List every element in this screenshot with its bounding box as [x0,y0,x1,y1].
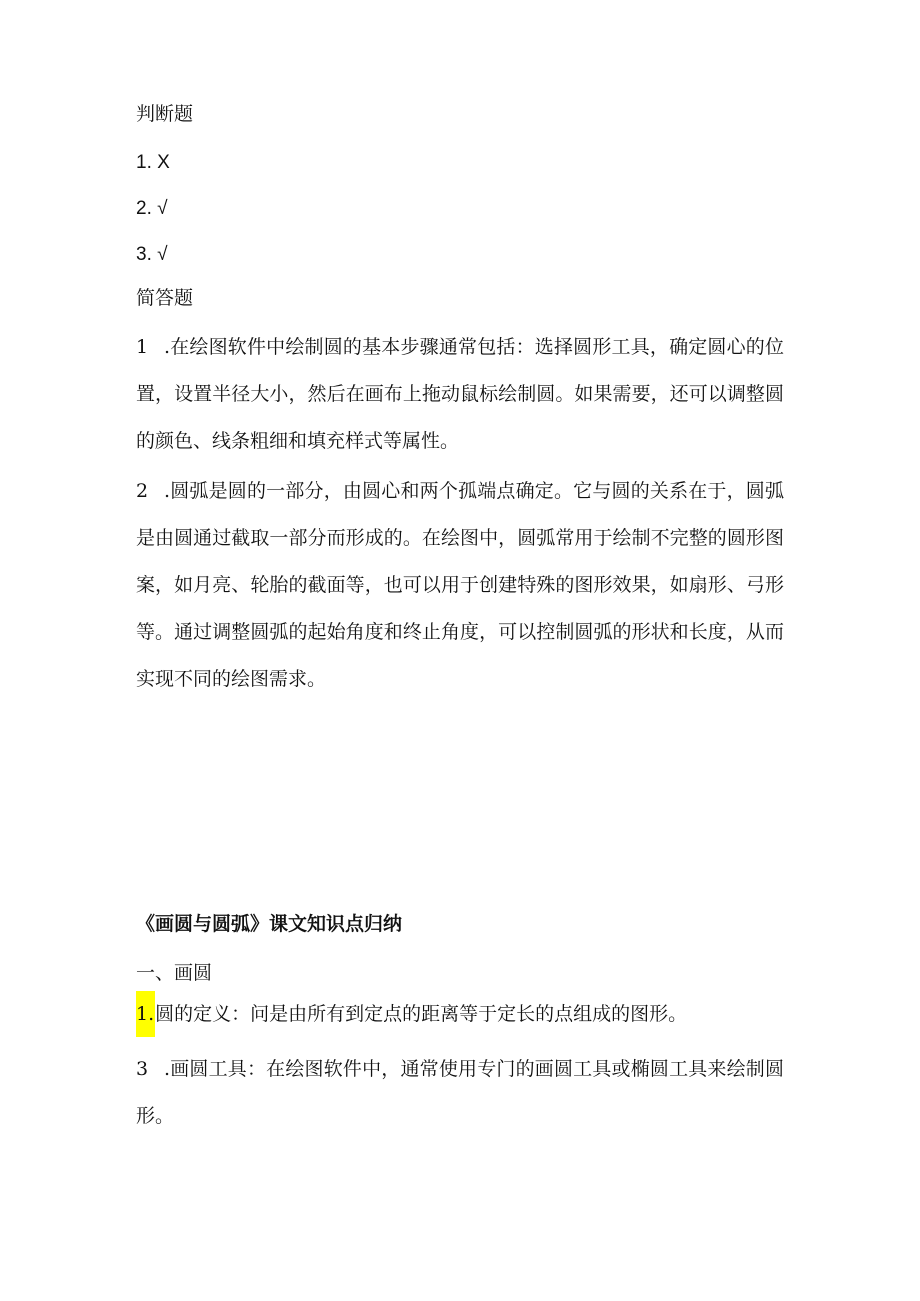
judge-item-3: 3. √ [136,244,168,265]
q1-text: .在绘图软件中绘制圆的基本步骤通常包括：选择圆形工具，确定圆心的位置，设置半径大小，然后在画布上拖动鼠标绘制圆。如果需要，还可以调整圆的颜色、线条粗细和填充样式等属性。 [136,336,784,452]
point-1-number-highlight: 1. [136,991,155,1037]
section-1-heading: 一、画圆 [136,962,213,984]
q1-number: 1 [136,336,149,358]
short-answer-heading: 简答题 [136,287,194,309]
q2-number: 2 [136,480,149,502]
judge-heading: 判断题 [136,103,194,125]
summary-title: 《画圆与圆弧》课文知识点归纳 [136,913,403,935]
q2-text: .圆弧是圆的一部分，由圆心和两个孤端点确定。它与圆的关系在于，圆弧是由圆通过截取一部分而形成的。在绘图中，圆弧常用于绘制不完整的圆形图案，如月亮、轮胎的截面等，也可以用于创建特殊的图形效果，如扇形、弓形等。通过调整圆弧的起始角度和终止角度，可以控制圆弧的形状和长度，从而实现不同的绘图需求。 [136,480,784,690]
judge-item-1: 1. X [136,152,170,173]
short-answer-q2 [136,468,784,703]
point-1-text: 圆的定义：问是由所有到定点的距离等于定长的点组成的图形。 [155,1003,688,1025]
point-3 [136,1046,784,1140]
judge-item-2: 2. √ [136,198,168,219]
point-3-text: .画圆工具：在绘图软件中，通常使用专门的画圆工具或椭圆工具来绘制圆形。 [136,1058,784,1127]
short-answer-q1 [136,324,784,465]
point-3-number: 3 [136,1058,149,1080]
point-1 [136,990,687,1037]
